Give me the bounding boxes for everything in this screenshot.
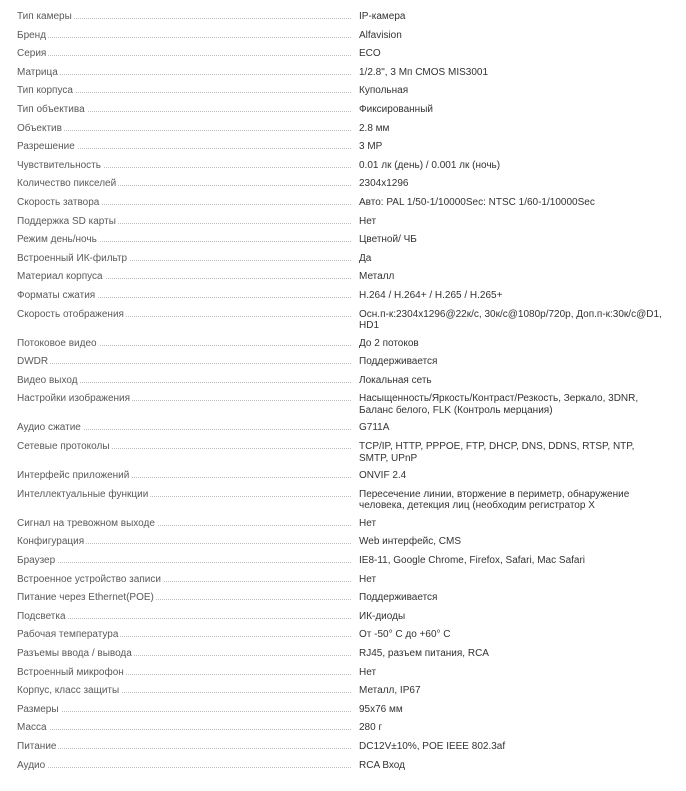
spec-row xyxy=(17,759,686,773)
spec-row xyxy=(17,610,686,624)
dotted-leader xyxy=(17,55,351,56)
spec-name-cell xyxy=(17,215,359,229)
spec-value: Web интерфейс, CMS xyxy=(359,536,462,548)
spec-row xyxy=(17,177,686,191)
spec-row xyxy=(17,421,686,435)
spec-value: 0.01 лк (день) / 0.001 лк (ночь) xyxy=(359,159,501,171)
spec-name: Сетевые протоколы xyxy=(17,441,110,453)
spec-row xyxy=(17,703,686,717)
spec-row xyxy=(17,440,686,464)
spec-name-cell xyxy=(17,647,359,661)
spec-value: Металл, IP67 xyxy=(359,685,421,697)
spec-row xyxy=(17,308,686,332)
spec-row xyxy=(17,684,686,698)
spec-name: Рабочая температура xyxy=(17,629,119,641)
spec-name: Аудио сжатие xyxy=(17,422,81,434)
spec-name-cell xyxy=(17,684,359,698)
spec-name-cell xyxy=(17,308,359,322)
spec-name-cell xyxy=(17,666,359,680)
spec-name: Подсветка xyxy=(17,610,66,622)
spec-name-cell xyxy=(17,233,359,247)
spec-name-cell xyxy=(17,10,359,24)
spec-value: ECO xyxy=(359,48,381,60)
spec-value: Фиксированный xyxy=(359,103,433,115)
spec-name-cell xyxy=(17,289,359,303)
spec-name-cell xyxy=(17,535,359,549)
spec-name: Бренд xyxy=(17,29,47,41)
dotted-leader xyxy=(17,767,351,768)
spec-row xyxy=(17,573,686,587)
spec-name-cell xyxy=(17,610,359,624)
spec-row xyxy=(17,270,686,284)
spec-value: Насыщенность/Яркость/Контраст/Резкость, Зеркало, 3DNR, Баланс белого, FLK (Контроль мерцания) xyxy=(359,393,639,416)
spec-value: Поддерживается xyxy=(359,592,438,604)
dotted-leader xyxy=(17,562,351,563)
spec-value: Металл xyxy=(359,271,395,283)
spec-name-cell xyxy=(17,47,359,61)
spec-value: Поддерживается xyxy=(359,356,438,368)
spec-row xyxy=(17,10,686,24)
spec-name-cell xyxy=(17,469,359,483)
spec-name: Чувствительность xyxy=(17,159,101,171)
spec-value: RJ45, разъем питания, RCA xyxy=(359,648,489,659)
spec-name: DWDR xyxy=(17,356,49,368)
spec-name-cell xyxy=(17,103,359,117)
spec-name: Встроенный ИК-фильтр xyxy=(17,252,128,264)
spec-name: Интеллектуальные функции xyxy=(17,488,149,500)
dotted-leader xyxy=(17,729,351,730)
spec-value: TCP/IP, HTTP, PPPOE, FTP, DHCP, DNS, DDNS, RTSP, NTP, SMTP, UPnP xyxy=(359,441,635,464)
spec-name-cell xyxy=(17,392,359,406)
spec-name-cell xyxy=(17,252,359,266)
spec-name: Питание xyxy=(17,740,57,752)
spec-name: Форматы сжатия xyxy=(17,289,96,301)
dotted-leader xyxy=(17,74,351,75)
spec-name: Корпус, класс защиты xyxy=(17,685,120,697)
spec-row xyxy=(17,535,686,549)
spec-value: 280 г xyxy=(359,722,383,734)
spec-row xyxy=(17,666,686,680)
spec-name-cell xyxy=(17,196,359,210)
spec-row xyxy=(17,215,686,229)
spec-row xyxy=(17,47,686,61)
spec-value: Да xyxy=(359,252,372,264)
spec-row xyxy=(17,122,686,136)
spec-name: Объектив xyxy=(17,122,62,134)
spec-name: Настройки изображения xyxy=(17,393,131,405)
spec-value: Локальная сеть xyxy=(359,374,432,386)
spec-row xyxy=(17,66,686,80)
spec-name: Встроенный микрофон xyxy=(17,666,124,678)
spec-value: 2304x1296 xyxy=(359,178,409,190)
spec-name: Тип объектива xyxy=(17,103,85,115)
spec-row xyxy=(17,84,686,98)
spec-row xyxy=(17,103,686,117)
spec-name: Масса xyxy=(17,722,47,734)
spec-name-cell xyxy=(17,337,359,351)
spec-row xyxy=(17,159,686,173)
spec-row xyxy=(17,628,686,642)
spec-name: Материал корпуса xyxy=(17,271,103,283)
spec-name: Скорость отображения xyxy=(17,308,124,320)
spec-value: Пересечение линии, вторжение в периметр, обнаружение человека, детекция лиц (необходим регистратор X xyxy=(359,488,630,512)
spec-name-cell xyxy=(17,29,359,43)
spec-name-cell xyxy=(17,270,359,284)
spec-row xyxy=(17,355,686,369)
spec-value: DC12V±10%, POE IEEE 802.3af xyxy=(359,740,506,752)
spec-row xyxy=(17,29,686,43)
spec-name: Тип корпуса xyxy=(17,85,73,97)
spec-value: Нет xyxy=(359,573,377,585)
spec-value: IE8-11, Google Chrome, Firefox, Safari, Mac Safari xyxy=(359,555,586,567)
spec-row xyxy=(17,591,686,605)
spec-name-cell xyxy=(17,740,359,754)
spec-name: Конфигурация xyxy=(17,536,85,548)
spec-value: 95x76 мм xyxy=(359,703,403,715)
spec-name: Поддержка SD карты xyxy=(17,215,116,227)
spec-name-cell xyxy=(17,140,359,154)
spec-row xyxy=(17,740,686,754)
spec-value: Осн.п-к:2304x1296@22к/с, 30к/с@1080p/720p, Доп.п-к:30к/с@D1, HD1 xyxy=(359,308,662,331)
spec-row xyxy=(17,374,686,388)
spec-value: ИК-диоды xyxy=(359,610,406,622)
spec-row xyxy=(17,469,686,483)
spec-name: Серия xyxy=(17,48,47,60)
spec-name-cell xyxy=(17,374,359,388)
spec-name: Интерфейс приложений xyxy=(17,470,130,482)
spec-name: Режим день/ночь xyxy=(17,234,97,246)
spec-name-cell xyxy=(17,703,359,717)
spec-name: Матрица xyxy=(17,66,58,78)
spec-value: Alfavision xyxy=(359,29,402,41)
spec-value: Купольная xyxy=(359,85,409,97)
spec-value: ONVIF 2.4 xyxy=(359,470,407,482)
spec-value: RCA Вход xyxy=(359,759,405,771)
spec-value: 1/2.8", 3 Мп CMOS MIS3001 xyxy=(359,66,489,78)
spec-name-cell xyxy=(17,84,359,98)
spec-row xyxy=(17,196,686,210)
spec-value: Нет xyxy=(359,215,377,227)
spec-name: Потоковое видео xyxy=(17,337,97,349)
spec-name-cell xyxy=(17,721,359,735)
spec-value: Нет xyxy=(359,666,377,678)
spec-name-cell xyxy=(17,122,359,136)
spec-row xyxy=(17,647,686,661)
spec-name-cell xyxy=(17,159,359,173)
spec-value: IP-камера xyxy=(359,11,406,22)
spec-value: 2.8 мм xyxy=(359,122,390,134)
spec-row xyxy=(17,554,686,568)
dotted-leader xyxy=(17,37,351,38)
spec-name-cell xyxy=(17,573,359,587)
spec-name-cell xyxy=(17,66,359,80)
spec-value: До 2 потоков xyxy=(359,337,419,349)
spec-row xyxy=(17,233,686,247)
dotted-leader xyxy=(17,711,351,712)
dotted-leader xyxy=(17,748,351,749)
spec-row xyxy=(17,517,686,531)
spec-name-cell xyxy=(17,488,359,502)
spec-name: Разъемы ввода / вывода xyxy=(17,648,132,659)
spec-name-cell xyxy=(17,628,359,642)
spec-name-cell xyxy=(17,759,359,773)
spec-value: От -50° С до +60° С xyxy=(359,629,451,641)
spec-name-cell xyxy=(17,554,359,568)
spec-row xyxy=(17,488,686,512)
spec-row xyxy=(17,289,686,303)
spec-name: Размеры xyxy=(17,703,59,715)
spec-row xyxy=(17,721,686,735)
dotted-leader xyxy=(17,130,351,131)
spec-name: Питание через Ethernet(POE) xyxy=(17,592,154,604)
spec-name-cell xyxy=(17,355,359,369)
spec-row xyxy=(17,392,686,416)
spec-name: Видео выход xyxy=(17,374,78,386)
spec-value: H.264 / H.264+ / H.265 / H.265+ xyxy=(359,289,503,301)
spec-value: Нет xyxy=(359,517,377,529)
spec-name-cell xyxy=(17,591,359,605)
spec-value: Цветной/ ЧБ xyxy=(359,234,417,246)
spec-name: Количество пикселей xyxy=(17,178,117,190)
spec-name-cell xyxy=(17,517,359,531)
spec-row xyxy=(17,140,686,154)
spec-name: Браузер xyxy=(17,555,56,567)
spec-name-cell xyxy=(17,177,359,191)
spec-row xyxy=(17,252,686,266)
spec-name: Тип камеры xyxy=(17,11,72,22)
spec-name: Аудио xyxy=(17,759,46,771)
spec-row xyxy=(17,337,686,351)
spec-name-cell xyxy=(17,421,359,435)
spec-value: Авто: PAL 1/50-1/10000Sec: NTSC 1/60-1/10000Sec xyxy=(359,196,595,208)
spec-value: 3 MP xyxy=(359,141,383,153)
spec-name: Встроенное устройство записи xyxy=(17,573,161,585)
spec-name: Сигнал на тревожном выходе xyxy=(17,517,155,529)
spec-value: G711A xyxy=(359,422,390,434)
spec-name: Скорость затвора xyxy=(17,196,100,208)
spec-name-cell xyxy=(17,440,359,454)
spec-name: Разрешение xyxy=(17,141,75,153)
dotted-leader xyxy=(17,363,351,364)
